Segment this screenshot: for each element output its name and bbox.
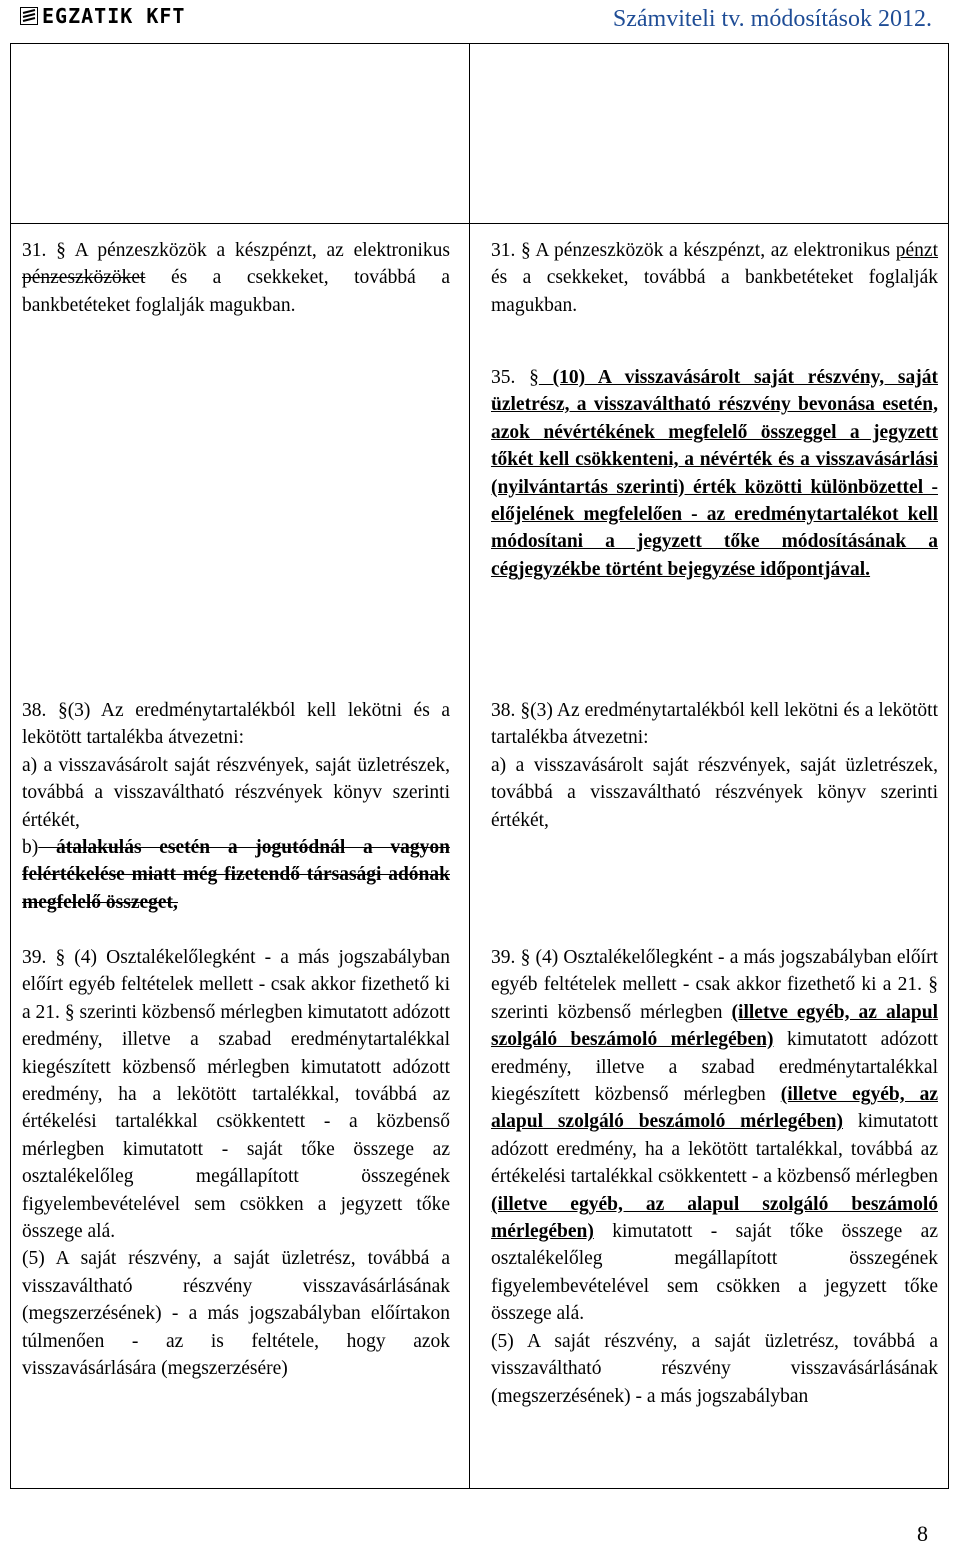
paragraph-text: A pénzeszközök a készpénzt, az elektronikus: [530, 240, 896, 261]
section-sign: §: [520, 700, 531, 721]
paragraph-text: kimutatott adózott eredmény, ha a lekötött tartalékkal, továbbá az értékelési tartalékkal csökkentett - a közbenső mérlegben: [491, 1111, 938, 1188]
section-sign: §: [529, 367, 539, 388]
right-paragraph-31: [491, 237, 938, 319]
inserted-text: (illetve egyéb, az alapul szolgáló beszámoló mérlegében): [491, 1193, 938, 1243]
logo-text: EGZATIK KFT: [42, 4, 186, 28]
list-item-a: a) a visszavásárolt saját részvények, saját üzletrészek, továbbá a visszaváltható részvények könyv szerinti értékét,: [22, 754, 450, 831]
company-logo: [20, 4, 185, 28]
inserted-text: (10) A visszavásárolt saját részvény, saját üzletrész, a visszaváltható részvény bevonása esetén, azok névértékének megfelelő összeggel a jegyzett tőkét kell csökkenteni, a névérték és a visszavásárlási (nyilvántartás szerinti) érték közötti különbözettel - előjelének megfelelően - az eredménytartalékot kell módosítani a jegyzett tőke módosításának a cégjegyzékbe történt bejegyzése időpontjával.: [491, 367, 939, 580]
paragraph-5: (5) A saját részvény, a saját üzletrész, továbbá a visszaváltható részvény visszavásárlásának (megszerzésének) - a más jogszabályban: [491, 1330, 938, 1407]
paragraph-text: A pénzeszközök a készpénzt, az elektronikus: [65, 240, 450, 261]
paragraph-text: (3) Az eredménytartalékból kell lekötni és a lekötött tartalékba átvezetni:: [22, 700, 451, 749]
deleted-text: pénzeszközöket: [22, 267, 146, 289]
section-sign: §: [521, 240, 531, 261]
page-header: [0, 0, 960, 40]
left-paragraph-39: [22, 944, 450, 1383]
section-sign: §: [55, 947, 66, 968]
paragraph-5: (5) A saját részvény, a saját üzletrész, továbbá a visszaváltható részvény visszavásárlásának (megszerzésének) - a más jogszabályban előírtakon túlmenően - az is feltétele, hogy azok visszavásárlására (megszerzésére): [22, 1248, 450, 1380]
right-paragraph-39: [491, 944, 938, 1410]
left-paragraph-31: [22, 237, 450, 319]
right-paragraph-38: [491, 697, 938, 834]
left-paragraph-38: [22, 697, 450, 916]
section-number: 35.: [491, 367, 530, 388]
paragraph-text: (4) Osztalékelőlegként - a más jogszabályban előírt egyéb feltételek mellett - csak akkor fizethető ki a 21. § szerinti közbenső mérlegben kimutatott adózott eredmény, illetve a szabad eredménytartalékkal kiegészített közbenső mérlegben kimutatott adózott eredmény, ha a lekötött tartalékkal, továbbá az értékelési tartalékkal csökkentett - a közbenső mérlegben kimutatott - saját tőke összege az osztalékelőleg megállapított összegének figyelembevételével sem csökken a jegyzett tőke összege alá.: [22, 947, 451, 1243]
paragraph-text: (3) Az eredménytartalékból kell lekötni és a lekötött tartalékba átvezetni:: [491, 700, 939, 749]
paragraph-text: kimutatott adózott eredmény, illetve a szabad eredménytartalékkal kiegészített közbenső mérlegben: [491, 1029, 939, 1106]
inserted-text: pénzt: [895, 240, 939, 261]
logo-icon: [20, 7, 38, 25]
paragraph-text: és a csekkeket, továbbá a bankbetéteket foglalják magukban.: [491, 267, 938, 316]
page-number: 8: [917, 1521, 928, 1546]
document-title: Számviteli tv. módosítások 2012.: [612, 6, 932, 32]
section-number: 31.: [22, 240, 57, 261]
paragraph-text: kimutatott - saját tőke összege az osztalékelőleg megállapított összegének figyelembevételével sem csökken a jegyzett tőke összege alá.: [491, 1221, 938, 1325]
list-item-b-label: b): [22, 837, 39, 859]
paragraph-text: és a csekkeket, továbbá a bankbetéteket foglalják magukban.: [22, 267, 450, 316]
section-number: 39.: [22, 947, 56, 968]
section-number: 38.: [491, 700, 521, 721]
inserted-text: (illetve egyéb, az alapul szolgáló beszámoló mérlegében): [491, 1001, 939, 1051]
section-number: 31.: [491, 240, 522, 261]
list-item-a: a) a visszavásárolt saját részvények, saját üzletrészek, továbbá a visszaváltható részvények könyv szerinti értékét,: [491, 754, 938, 831]
section-sign: §: [56, 240, 66, 261]
column-divider: [469, 43, 470, 1489]
inserted-text: (illetve egyéb, az alapul szolgáló beszámoló mérlegében): [491, 1084, 938, 1133]
paragraph-text: (4) Osztalékelőlegként - a más jogszabályban előírt egyéb feltételek mellett - csak akkor fizethető ki a 21. § szerinti közbenső mérlegben: [491, 947, 939, 1023]
deleted-text: átalakulás esetén a jogutódnál a vagyon felértékelése miatt még fizetendő társasági adónak megfelelő összeget,: [22, 837, 450, 913]
right-paragraph-35: [491, 364, 938, 583]
section-number: 39.: [491, 947, 521, 968]
section-sign: §: [57, 700, 68, 721]
table-top-rule: [10, 223, 949, 224]
section-sign: §: [520, 947, 531, 968]
section-number: 38.: [22, 700, 58, 721]
